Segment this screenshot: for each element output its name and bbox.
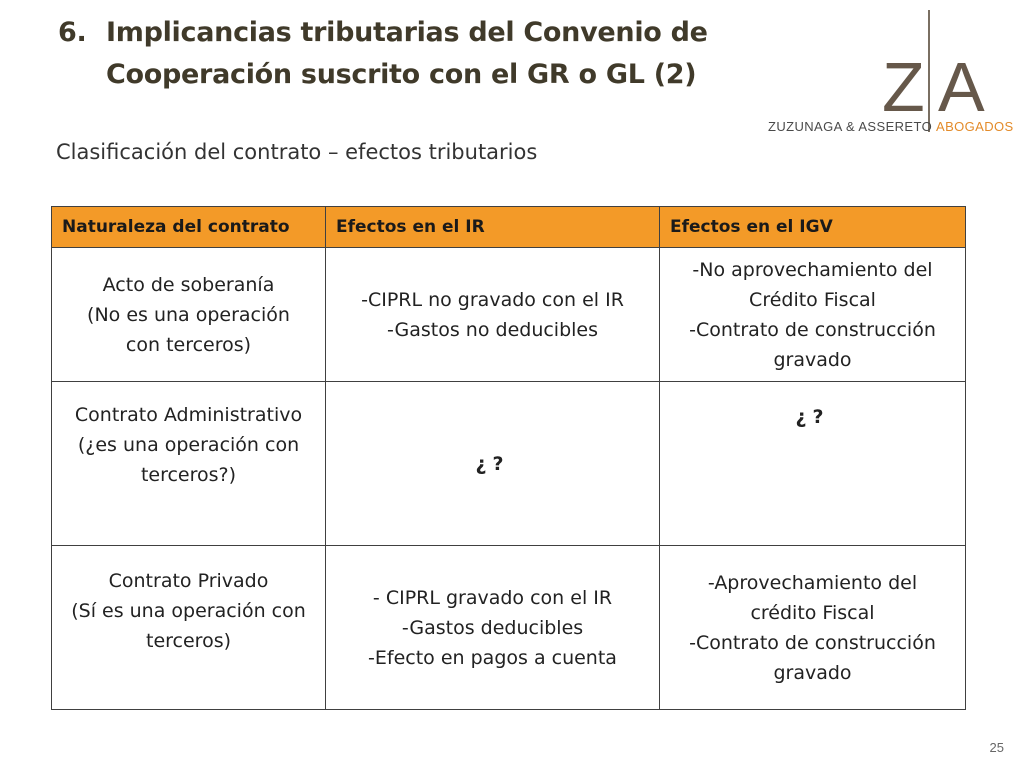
- section-number: 6.: [58, 17, 87, 48]
- cell-line: -Aprovechamiento del: [707, 571, 918, 594]
- logo-letter-a: A: [938, 48, 985, 126]
- cell-line: terceros?): [140, 464, 237, 486]
- cell-line: -Contrato de construcción: [689, 631, 936, 654]
- logo-letter-z: Z: [882, 48, 925, 126]
- cell-line: Crédito Fiscal: [749, 288, 876, 311]
- cell-line: terceros): [146, 630, 231, 652]
- cell-line: (No es una operación: [87, 303, 290, 326]
- row2-nature: [52, 382, 326, 546]
- cell-line: Contrato Privado: [108, 570, 269, 592]
- logo-firm-name: ZUZUNAGA & ASSERETO: [768, 119, 933, 134]
- row3-nature: [52, 546, 326, 710]
- row2-ir-unknown: ¿?: [326, 382, 660, 546]
- slide-title: [58, 12, 758, 96]
- header-igv: Efectos en el IGV: [660, 207, 966, 248]
- table-row: [52, 546, 966, 710]
- table-header-row: [52, 207, 966, 248]
- cell-line: -No aprovechamiento del: [692, 258, 933, 281]
- cell-line: -Gastos deducibles: [401, 616, 584, 639]
- logo-divider: [928, 10, 930, 132]
- table-row: [52, 248, 966, 382]
- row2-igv-unknown: ¿?: [660, 382, 966, 546]
- row3-ir: [326, 546, 660, 710]
- cell-line: -CIPRL no gravado con el IR: [361, 288, 624, 311]
- cell-line: -Contrato de construcción: [689, 318, 936, 341]
- title-line-1: Implicancias tributarias del Convenio de: [106, 17, 708, 48]
- title-line-2: Cooperación suscrito con el GR o GL (2): [106, 59, 697, 90]
- cell-line: -Efecto en pagos a cuenta: [368, 646, 617, 669]
- firm-logo: [760, 8, 1014, 138]
- slide-subtitle: Clasificación del contrato – efectos tributarios: [56, 140, 538, 164]
- cell-line: - CIPRL gravado con el IR: [372, 586, 613, 609]
- table-row: [52, 382, 966, 546]
- cell-line: (¿es una operación con: [77, 434, 300, 456]
- logo-practice: ABOGADOS: [936, 119, 1014, 134]
- row1-nature: [52, 248, 326, 382]
- row1-ir: [326, 248, 660, 382]
- row1-igv: [660, 248, 966, 382]
- header-nature: Naturaleza del contrato: [52, 207, 326, 248]
- cell-line: (Sí es una operación con: [71, 600, 306, 622]
- cell-line: Contrato Administrativo: [74, 404, 303, 426]
- tax-effects-table: [51, 206, 966, 710]
- cell-line: Acto de soberanía: [102, 273, 275, 296]
- cell-line: gravado: [773, 661, 852, 684]
- cell-line: con terceros): [125, 333, 252, 356]
- cell-line: crédito Fiscal: [750, 601, 875, 624]
- cell-line: -Gastos no deducibles: [386, 318, 599, 341]
- cell-line: gravado: [773, 348, 852, 371]
- row3-igv: [660, 546, 966, 710]
- page-number: 25: [989, 740, 1004, 755]
- header-ir: Efectos en el IR: [326, 207, 660, 248]
